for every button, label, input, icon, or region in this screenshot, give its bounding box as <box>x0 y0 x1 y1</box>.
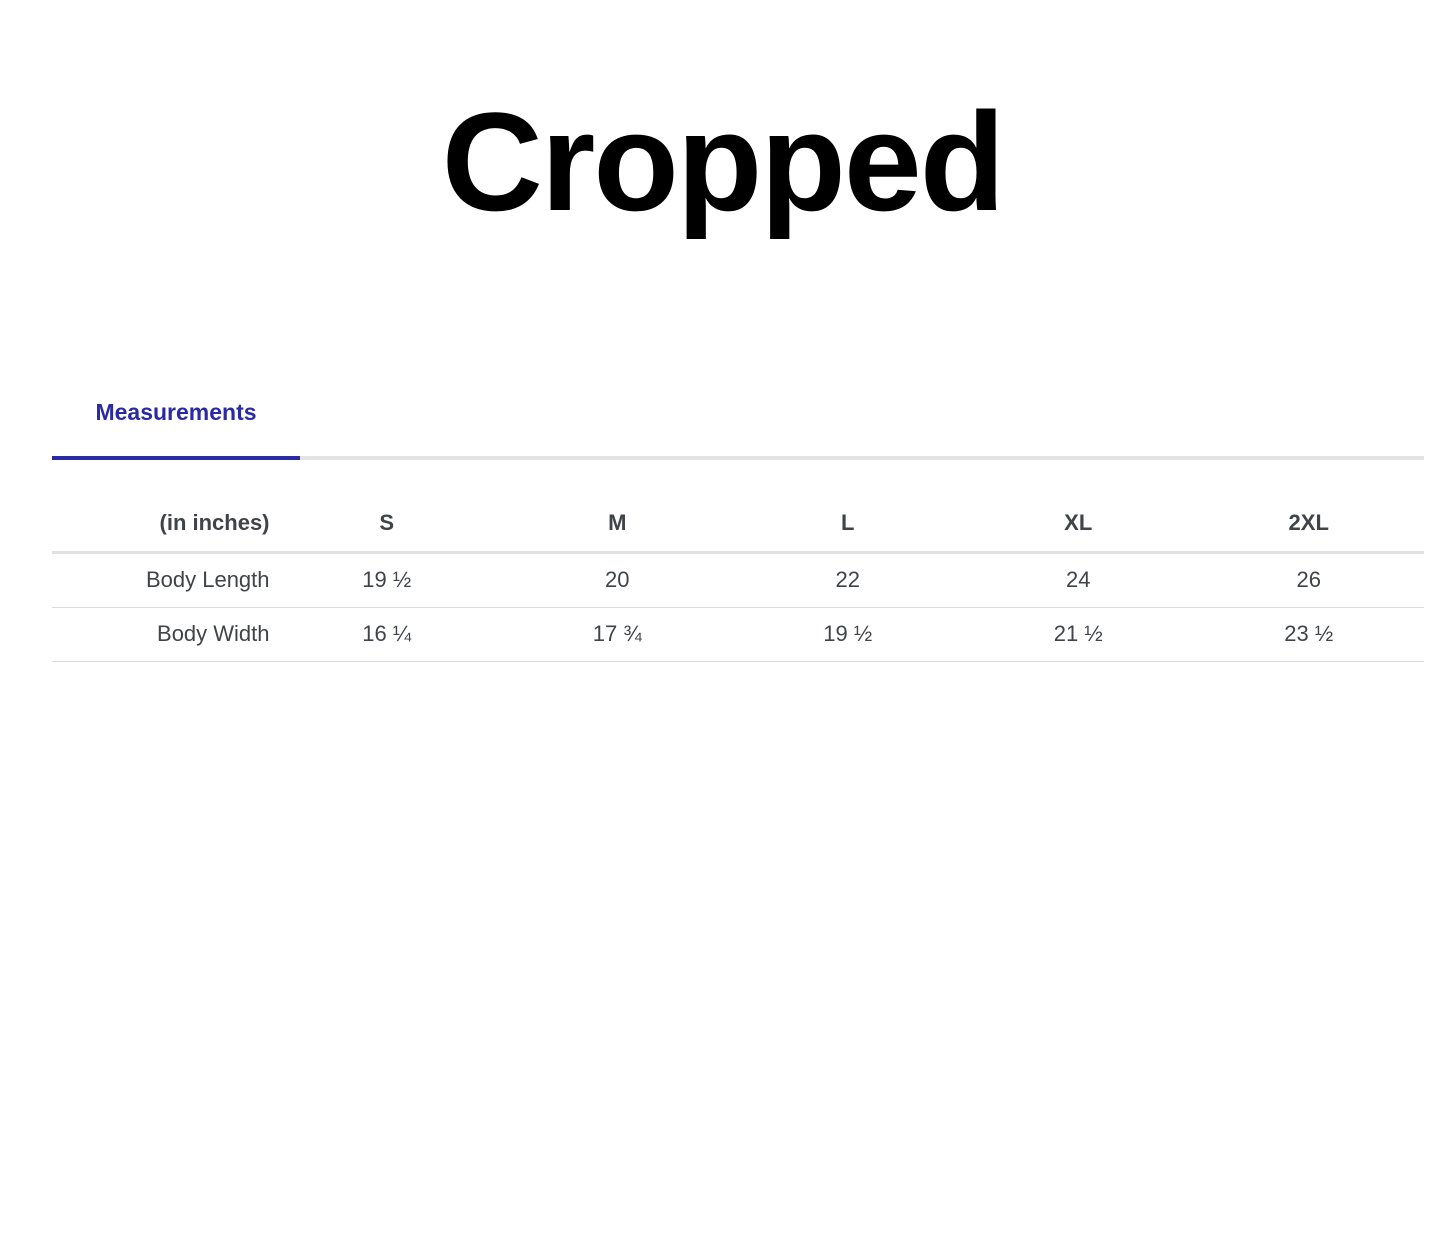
size-guide-section <box>52 387 1424 662</box>
cell-body-length-s: 19 ½ <box>272 553 502 608</box>
page <box>0 83 1445 662</box>
table-header-row <box>52 460 1424 553</box>
table-row-body-length <box>52 553 1424 608</box>
header-size-m: M <box>502 460 732 553</box>
measurements-table <box>52 460 1424 662</box>
table-row-body-width <box>52 608 1424 662</box>
tab-measurements[interactable]: Measurements <box>52 387 300 460</box>
header-size-s: S <box>272 460 502 553</box>
header-size-l: L <box>732 460 962 553</box>
cell-body-width-m: 17 ¾ <box>502 608 732 662</box>
cell-body-length-2xl: 26 <box>1193 553 1424 608</box>
cell-body-length-xl: 24 <box>963 553 1193 608</box>
cell-body-width-l: 19 ½ <box>732 608 962 662</box>
cell-body-width-2xl: 23 ½ <box>1193 608 1424 662</box>
cell-body-width-s: 16 ¼ <box>272 608 502 662</box>
cell-body-length-l: 22 <box>732 553 962 608</box>
header-size-2xl: 2XL <box>1193 460 1424 553</box>
page-title: Cropped <box>441 83 1004 240</box>
cell-body-length-m: 20 <box>502 553 732 608</box>
cell-body-width-xl: 21 ½ <box>963 608 1193 662</box>
row-label: Body Width <box>52 608 272 662</box>
header-size-xl: XL <box>963 460 1193 553</box>
row-label: Body Length <box>52 553 272 608</box>
header-unit-note: (in inches) <box>52 460 272 553</box>
tab-bar <box>52 387 1424 460</box>
